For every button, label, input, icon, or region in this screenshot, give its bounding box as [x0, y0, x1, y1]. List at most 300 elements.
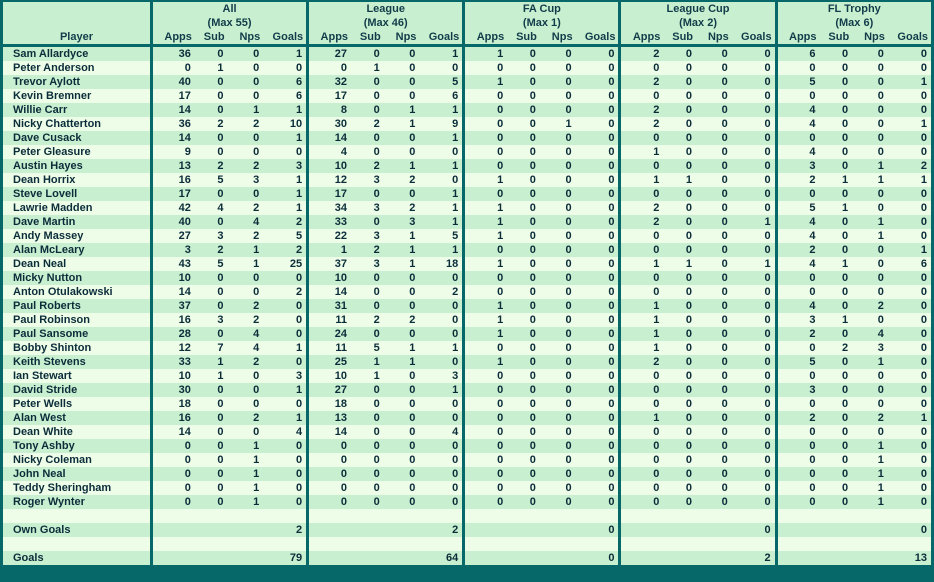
stat-cell: 0 [775, 89, 820, 103]
stat-cell: 0 [540, 453, 576, 467]
stat-cell: 12 [306, 173, 351, 187]
stat-cell [540, 551, 576, 568]
stat-cell [306, 523, 351, 537]
stat-cell: 0 [195, 481, 228, 495]
stat-cell [507, 551, 540, 568]
stat-cell: 0 [732, 425, 775, 439]
stat-cell: 18 [150, 397, 195, 411]
stat-cell: 0 [663, 411, 696, 425]
stat-cell: 0 [540, 257, 576, 271]
stat-cell: 0 [576, 145, 619, 159]
stat-cell: 2 [384, 201, 420, 215]
stat-cell [663, 523, 696, 537]
stat-cell: 0 [775, 131, 820, 145]
group-title: League [306, 2, 462, 16]
stat-cell: 0 [263, 397, 306, 411]
stat-cell: 0 [576, 327, 619, 341]
player-name: Micky Nutton [3, 271, 150, 285]
stat-cell [228, 523, 264, 537]
player-name: Willie Carr [3, 103, 150, 117]
stat-cell: 0 [888, 341, 931, 355]
stat-cell: 0 [696, 397, 732, 411]
header-row-titles [3, 2, 931, 16]
stat-cell: 1 [618, 313, 663, 327]
stat-cell: 0 [820, 285, 853, 299]
stat-cell: 3 [351, 173, 384, 187]
stat-cell: 0 [540, 89, 576, 103]
stat-cell: 0 [419, 411, 462, 425]
column-header: Nps [384, 30, 420, 47]
stat-cell: 0 [852, 243, 888, 257]
stat-cell: 40 [150, 75, 195, 89]
stat-cell: 0 [820, 327, 853, 341]
stat-cell: 0 [820, 467, 853, 481]
stat-cell [306, 551, 351, 568]
stat-cell: 17 [150, 89, 195, 103]
stat-cell: 0 [462, 131, 507, 145]
stat-cell: 3 [419, 369, 462, 383]
stat-cell: 10 [306, 159, 351, 173]
stat-cell: 1 [852, 355, 888, 369]
stat-cell: 0 [540, 131, 576, 145]
stat-cell: 0 [852, 103, 888, 117]
stat-cell: 1 [888, 173, 931, 187]
stat-cell: 0 [507, 341, 540, 355]
stat-cell: 0 [820, 131, 853, 145]
stat-cell: 3 [852, 341, 888, 355]
stat-cell: 1 [228, 495, 264, 509]
stat-cell: 2 [228, 117, 264, 131]
stat-cell: 10 [306, 271, 351, 285]
column-header: Nps [228, 30, 264, 47]
column-header: Goals [576, 30, 619, 47]
stat-cell: 0 [663, 271, 696, 285]
stat-cell: 0 [384, 187, 420, 201]
stat-cell: 0 [576, 495, 619, 509]
table-row [3, 383, 931, 397]
player-name: Dean Neal [3, 257, 150, 271]
stat-cell: 0 [888, 229, 931, 243]
stat-cell: 0 [820, 159, 853, 173]
group-max: (Max 1) [462, 16, 618, 30]
stat-cell: 0 [507, 61, 540, 75]
stat-cell: 1 [820, 173, 853, 187]
stat-cell: 2 [852, 411, 888, 425]
stat-cell: 0 [150, 467, 195, 481]
stat-cell [696, 523, 732, 537]
stat-cell: 0 [696, 243, 732, 257]
stat-cell: 0 [775, 495, 820, 509]
stat-cell: 0 [663, 383, 696, 397]
stat-cell: 0 [263, 355, 306, 369]
stat-cell: 4 [195, 201, 228, 215]
column-header: Sub [351, 30, 384, 47]
stat-cell: 1 [462, 201, 507, 215]
stat-cell: 0 [696, 215, 732, 229]
stat-cell: 1 [263, 341, 306, 355]
stat-cell: 0 [419, 145, 462, 159]
stat-cell: 0 [195, 411, 228, 425]
stat-cell: 30 [306, 117, 351, 131]
column-header: Apps [150, 30, 195, 47]
stat-cell: 0 [663, 201, 696, 215]
stat-cell [696, 537, 732, 551]
stat-cell: 0 [540, 439, 576, 453]
stat-cell: 17 [306, 89, 351, 103]
stat-cell [351, 551, 384, 568]
stat-cell: 4 [228, 215, 264, 229]
stat-cell [576, 537, 619, 551]
stat-cell: 12 [150, 341, 195, 355]
stat-cell: 1 [351, 355, 384, 369]
stat-cell: 0 [263, 61, 306, 75]
stat-cell: 0 [663, 355, 696, 369]
stat-cell: 0 [384, 299, 420, 313]
stat-cell: 0 [576, 215, 619, 229]
stat-cell: 0 [507, 327, 540, 341]
column-header: Nps [852, 30, 888, 47]
stat-cell: 0 [696, 229, 732, 243]
stat-cell: 0 [507, 271, 540, 285]
stat-cell: 0 [775, 369, 820, 383]
stat-cell: 0 [696, 425, 732, 439]
stat-cell: 0 [663, 439, 696, 453]
stat-cell: 2 [775, 327, 820, 341]
stat-cell: 0 [663, 61, 696, 75]
header-blank [3, 16, 150, 30]
stat-cell: 0 [351, 481, 384, 495]
stat-cell: 0 [195, 271, 228, 285]
column-header: Apps [618, 30, 663, 47]
stat-cell: 0 [384, 61, 420, 75]
column-header: Nps [696, 30, 732, 47]
stat-cell: 0 [732, 271, 775, 285]
stat-cell: 0 [618, 439, 663, 453]
stat-cell: 0 [775, 453, 820, 467]
stat-cell: 0 [419, 313, 462, 327]
stat-cell: 1 [820, 313, 853, 327]
stat-cell: 0 [663, 425, 696, 439]
goals-total-row [3, 551, 931, 568]
stat-cell: 0 [888, 187, 931, 201]
stat-cell: 0 [888, 145, 931, 159]
stat-cell: 1 [263, 201, 306, 215]
stat-cell: 1 [228, 243, 264, 257]
stat-cell: 0 [419, 299, 462, 313]
stat-cell: 0 [618, 131, 663, 145]
stat-cell: 0 [732, 229, 775, 243]
stat-cell: 0 [852, 313, 888, 327]
stat-cell: 0 [228, 271, 264, 285]
stat-cell: 4 [775, 215, 820, 229]
stat-cell: 0 [419, 453, 462, 467]
stat-cell: 1 [852, 495, 888, 509]
stat-cell: 0 [576, 89, 619, 103]
stat-cell: 0 [618, 369, 663, 383]
stat-cell: 0 [540, 397, 576, 411]
stat-cell [820, 523, 853, 537]
stat-cell: 0 [732, 47, 775, 61]
stat-cell: 0 [888, 397, 931, 411]
stat-cell: 0 [852, 285, 888, 299]
table-row [3, 215, 931, 229]
stat-cell: 0 [576, 103, 619, 117]
stat-cell: 0 [228, 75, 264, 89]
stat-cell: 0 [888, 215, 931, 229]
stat-cell: 6 [888, 257, 931, 271]
stat-cell: 0 [732, 285, 775, 299]
stat-cell: 1 [462, 215, 507, 229]
table-row [3, 495, 931, 509]
stat-cell: 0 [820, 229, 853, 243]
stat-cell: 0 [663, 285, 696, 299]
stat-cell: 0 [663, 481, 696, 495]
stat-cell: 0 [150, 495, 195, 509]
player-name: Andy Massey [3, 229, 150, 243]
stat-cell: 1 [263, 411, 306, 425]
table-row [3, 299, 931, 313]
stat-cell: 10 [150, 271, 195, 285]
stat-cell: 0 [696, 75, 732, 89]
stat-cell: 0 [384, 383, 420, 397]
stat-cell: 0 [696, 495, 732, 509]
stat-cell: 0 [462, 439, 507, 453]
stat-cell: 5 [195, 173, 228, 187]
stat-cell: 0 [384, 75, 420, 89]
player-name: Peter Gleasure [3, 145, 150, 159]
stat-cell: 0 [663, 89, 696, 103]
stat-cell [351, 537, 384, 551]
stat-cell: 13 [306, 411, 351, 425]
stat-cell: 43 [150, 257, 195, 271]
stat-cell: 2 [228, 313, 264, 327]
stat-cell: 0 [195, 467, 228, 481]
stat-cell: 0 [507, 355, 540, 369]
stat-cell: 0 [384, 89, 420, 103]
stat-cell: 1 [618, 411, 663, 425]
stat-cell: 0 [195, 425, 228, 439]
stat-cell: 0 [462, 425, 507, 439]
stat-cell: 0 [507, 215, 540, 229]
stat-cell: 0 [775, 187, 820, 201]
stat-cell: 0 [351, 383, 384, 397]
stat-cell: 1 [618, 145, 663, 159]
stat-cell: 0 [732, 467, 775, 481]
stat-cell: 0 [663, 313, 696, 327]
stat-cell: 0 [618, 397, 663, 411]
stat-cell: 0 [775, 425, 820, 439]
stat-cell: 1 [384, 243, 420, 257]
stat-cell: 0 [576, 341, 619, 355]
stat-cell: 1 [263, 47, 306, 61]
player-name: Paul Robinson [3, 313, 150, 327]
stat-cell [462, 509, 507, 523]
stat-cell: 0 [618, 243, 663, 257]
stat-cell: 1 [263, 103, 306, 117]
stat-cell: 2 [263, 243, 306, 257]
stat-cell: 0 [507, 453, 540, 467]
spacer-row [3, 537, 931, 551]
stat-cell: 0 [195, 383, 228, 397]
stat-cell: 1 [419, 243, 462, 257]
stat-cell: 3 [263, 159, 306, 173]
stat-cell: 0 [820, 61, 853, 75]
player-name: Steve Lovell [3, 187, 150, 201]
stat-cell: 5 [775, 201, 820, 215]
stat-cell: 0 [888, 439, 931, 453]
stat-cell: 2 [775, 411, 820, 425]
stat-cell: 0 [195, 103, 228, 117]
group-title: FL Trophy [775, 2, 931, 16]
player-name: Own Goals [3, 523, 150, 537]
stat-cell: 5 [419, 229, 462, 243]
stat-cell: 0 [696, 201, 732, 215]
stat-cell: 0 [540, 285, 576, 299]
stat-cell: 0 [351, 495, 384, 509]
stat-cell: 0 [195, 131, 228, 145]
stat-cell: 0 [576, 201, 619, 215]
stat-cell [228, 551, 264, 568]
stat-cell: 0 [576, 523, 619, 537]
stat-cell: 0 [732, 313, 775, 327]
stat-cell: 40 [150, 215, 195, 229]
stat-cell: 1 [888, 75, 931, 89]
column-header: Goals [419, 30, 462, 47]
stat-cell: 0 [888, 313, 931, 327]
stat-cell: 0 [820, 145, 853, 159]
stat-cell: 0 [195, 397, 228, 411]
stat-cell: 1 [195, 369, 228, 383]
stat-cell: 1 [419, 215, 462, 229]
stat-cell: 1 [852, 173, 888, 187]
stat-cell: 0 [351, 411, 384, 425]
stat-cell: 0 [462, 397, 507, 411]
stat-cell: 0 [696, 369, 732, 383]
stat-cell: 64 [419, 551, 462, 568]
player-name: Bobby Shinton [3, 341, 150, 355]
stat-cell: 0 [507, 439, 540, 453]
group-max: (Max 6) [775, 16, 931, 30]
stat-cell: 14 [150, 425, 195, 439]
stat-cell: 0 [576, 313, 619, 327]
stat-cell: 0 [507, 131, 540, 145]
header-row-columns [3, 30, 931, 47]
stat-cell: 1 [462, 173, 507, 187]
stat-cell: 30 [150, 383, 195, 397]
stat-cell: 1 [419, 159, 462, 173]
stat-cell: 1 [462, 47, 507, 61]
stat-cell: 0 [852, 145, 888, 159]
stat-cell: 0 [419, 61, 462, 75]
table-row [3, 313, 931, 327]
stat-cell: 25 [263, 257, 306, 271]
stat-cell: 0 [820, 75, 853, 89]
stat-cell: 1 [462, 299, 507, 313]
stat-cell: 0 [696, 299, 732, 313]
stat-cell: 3 [228, 173, 264, 187]
stat-cell: 0 [888, 453, 931, 467]
stat-cell: 3 [775, 159, 820, 173]
stat-cell [419, 509, 462, 523]
stat-cell: 1 [351, 61, 384, 75]
stat-cell: 8 [306, 103, 351, 117]
stat-cell: 0 [384, 397, 420, 411]
stat-cell [351, 509, 384, 523]
stat-cell: 0 [576, 481, 619, 495]
stat-cell: 0 [263, 467, 306, 481]
stat-cell: 14 [306, 285, 351, 299]
stat-cell: 2 [775, 243, 820, 257]
stat-cell: 0 [540, 187, 576, 201]
stat-cell: 0 [540, 243, 576, 257]
stat-cell: 0 [419, 271, 462, 285]
stat-cell: 0 [696, 355, 732, 369]
table-row [3, 257, 931, 271]
stat-cell: 0 [306, 495, 351, 509]
stat-cell [195, 523, 228, 537]
stat-cell [150, 537, 195, 551]
stat-cell: 14 [150, 285, 195, 299]
stat-cell: 0 [384, 47, 420, 61]
stat-cell: 1 [263, 187, 306, 201]
stat-cell: 0 [507, 89, 540, 103]
stat-cell: 1 [228, 453, 264, 467]
table-row [3, 103, 931, 117]
stat-cell: 1 [228, 257, 264, 271]
stat-cell: 17 [306, 187, 351, 201]
stat-cell: 1 [820, 257, 853, 271]
stat-cell: 0 [663, 397, 696, 411]
stat-cell: 0 [618, 453, 663, 467]
stat-cell: 0 [696, 327, 732, 341]
stat-cell: 0 [507, 369, 540, 383]
stat-cell [195, 537, 228, 551]
stat-cell: 2 [618, 47, 663, 61]
stat-cell: 0 [696, 159, 732, 173]
stat-cell: 0 [462, 467, 507, 481]
stat-cell: 0 [732, 75, 775, 89]
stat-cell: 0 [820, 355, 853, 369]
player-name: Peter Wells [3, 397, 150, 411]
stat-cell: 0 [775, 397, 820, 411]
stat-cell: 3 [351, 229, 384, 243]
stat-cell: 0 [696, 341, 732, 355]
stat-cell [732, 537, 775, 551]
stat-cell: 0 [507, 173, 540, 187]
stat-cell: 1 [462, 355, 507, 369]
stat-cell: 2 [618, 201, 663, 215]
stat-cell: 2 [228, 159, 264, 173]
stat-cell: 2 [820, 341, 853, 355]
stat-cell: 0 [150, 61, 195, 75]
column-header: Apps [462, 30, 507, 47]
stat-cell: 0 [732, 299, 775, 313]
stat-cell [384, 523, 420, 537]
stat-cell: 6 [419, 89, 462, 103]
stat-cell: 0 [228, 187, 264, 201]
stat-cell: 1 [419, 103, 462, 117]
stat-cell: 1 [306, 243, 351, 257]
stat-cell: 0 [228, 89, 264, 103]
stat-cell: 0 [576, 187, 619, 201]
stat-cell: 5 [775, 355, 820, 369]
stat-cell: 0 [462, 117, 507, 131]
stat-cell: 16 [150, 411, 195, 425]
stat-cell: 0 [888, 47, 931, 61]
stat-cell: 0 [852, 131, 888, 145]
column-header: Goals [263, 30, 306, 47]
stat-cell: 2 [732, 551, 775, 568]
